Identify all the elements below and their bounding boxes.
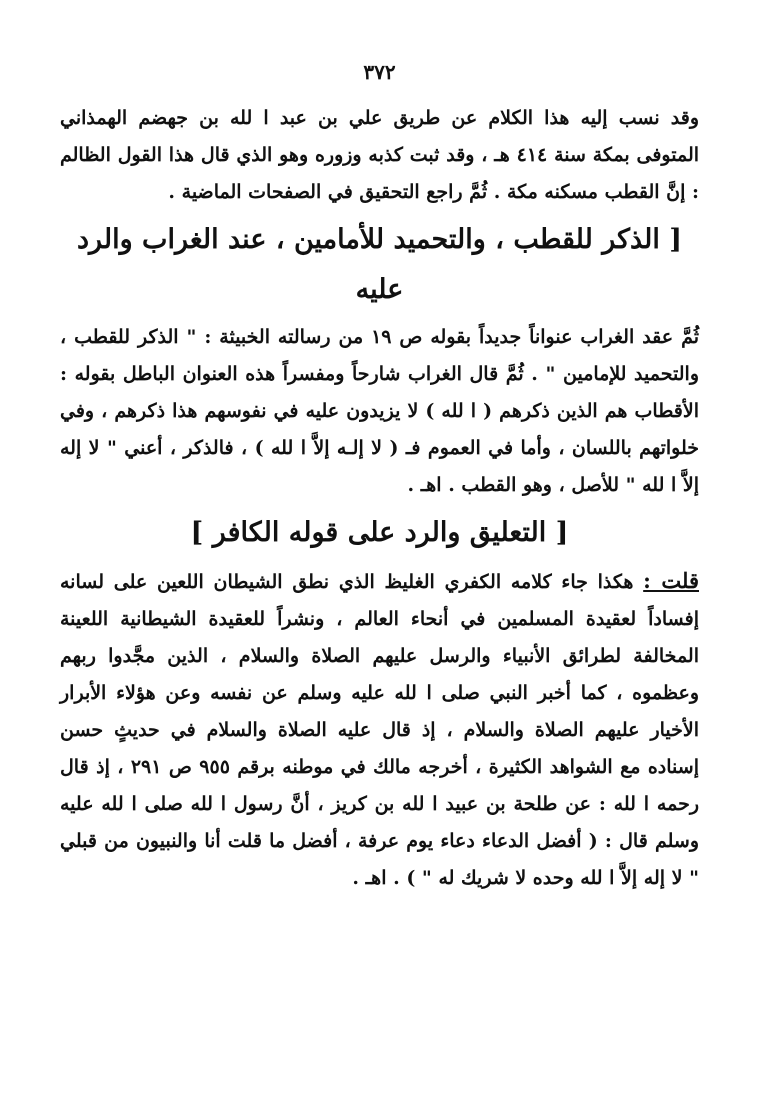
section-1-paragraph: ثُمَّ عقد الغراب عنواناً جديداً بقوله ص ١٩ من رسالته الخبيثة : " الذكر للقطب ، والتحميد للإمامين " . ثُمَّ قال الغراب شارحاً ومفسراً هذه العنوان الباطل بقوله : الأقطاب هم الذين ذكرهم ( ا لله ) لا يزيدون عليه في نفوسهم هذا ذكرهم ، وفي خلواتهم باللسان ، وأما في العموم فـ ( لا إلـه إلاَّ ا لله ) ، فالذكر ، أعني " لا إله إلاَّ ا لله " للأصل ، وهو القطب . اهـ . [60,326,699,496]
intro-paragraph: وقد نسب إليه هذا الكلام عن طريق علي بن عبد ا لله بن جهضم الهمذاني المتوفى بمكة سنة ٤١٤ هـ ، وقد ثبت كذبه وزوره وهو الذي قال هذا القول الظالم : إنَّ القطب مسكنه مكة . ثُمَّ راجع التحقيق في الصفحات الماضية . [60,107,700,203]
section-heading-2: [ التعليق والرد على قوله الكافر ] [190,517,569,548]
section-2-body: هكذا جاء كلامه الكفري الغليظ الذي نطق الشيطان اللعين على لسانه إفساداً لعقيدة المسلمين في أنحاء العالم ، ونشراً للعقيدة الشيطانية اللعينة المخالفة لطرائق الأنبياء والرسل عليهم الصلاة والسلام ، الذين مجَّدوا ربهم وعظموه ، كما أخبر النبي صلى ا لله عليه وسلم عن نفسه وعن هؤلاء الأبرار الأخيار عليهم الصلاة والسلام ، إذ قال عليه الصلاة والسلام في حديثٍ حسن إسناده مع الشواهد الكثيرة ، أخرجه مالك في موطنه برقم ٩٥٥ ص ٢٩١ ، إذ قال رحمه ا لله : عن طلحة بن عبيد ا لله بن كريز ، أنَّ رسول ا لله صلى ا لله عليه وسلم قال : ( أفضل الدعاء دعاء يوم عرفة ، أفضل ما قلت أنا والنبيون من قبلي " لا إله إلاَّ ا لله وحده لا شريك له " ) . اهـ . [60,571,699,889]
section-2-lead: قلت : [643,568,699,593]
section-2-paragraph [60,562,699,897]
page-number: ٣٧٢ [363,60,396,84]
section-heading-1: [ الذكر للقطب ، والتحميد للأمامين ، عند الغراب والرد عليه [76,224,683,305]
